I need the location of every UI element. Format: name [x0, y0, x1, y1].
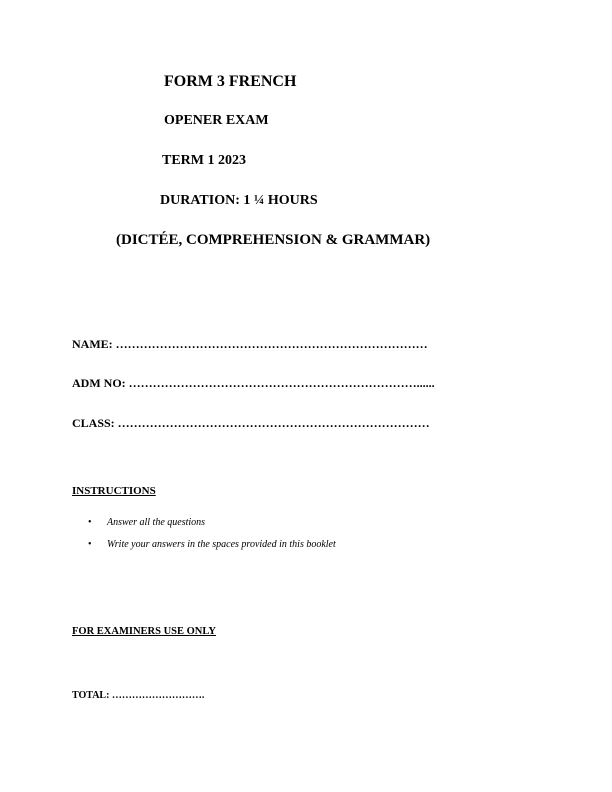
exam-duration: DURATION: 1 ¼ HOURS: [160, 193, 318, 208]
bullet-icon: •: [88, 517, 92, 528]
instruction-item: [72, 537, 336, 559]
instruction-text: Write your answers in the spaces provided in this booklet: [107, 539, 336, 550]
instructions-heading: INSTRUCTIONS: [72, 485, 156, 497]
total-field: TOTAL: ……………………….: [72, 690, 205, 701]
adm-no-field: ADM NO: ………………………………………………………………......: [72, 376, 435, 390]
exam-term: TERM 1 2023: [162, 153, 246, 168]
instruction-text: Answer all the questions: [107, 517, 206, 528]
class-field: CLASS: ……………………………………………………………………: [72, 416, 430, 430]
name-field: NAME: ……………………………………………………………………: [72, 337, 428, 351]
exam-title: FORM 3 FRENCH: [164, 73, 297, 90]
exam-sections: (DICTÉE, COMPREHENSION & GRAMMAR): [116, 232, 431, 248]
exam-type: OPENER EXAM: [164, 113, 269, 128]
examiners-heading: FOR EXAMINERS USE ONLY: [72, 626, 217, 637]
instructions-list: [72, 515, 336, 559]
bullet-icon: •: [88, 539, 92, 550]
instruction-item: [72, 515, 336, 537]
